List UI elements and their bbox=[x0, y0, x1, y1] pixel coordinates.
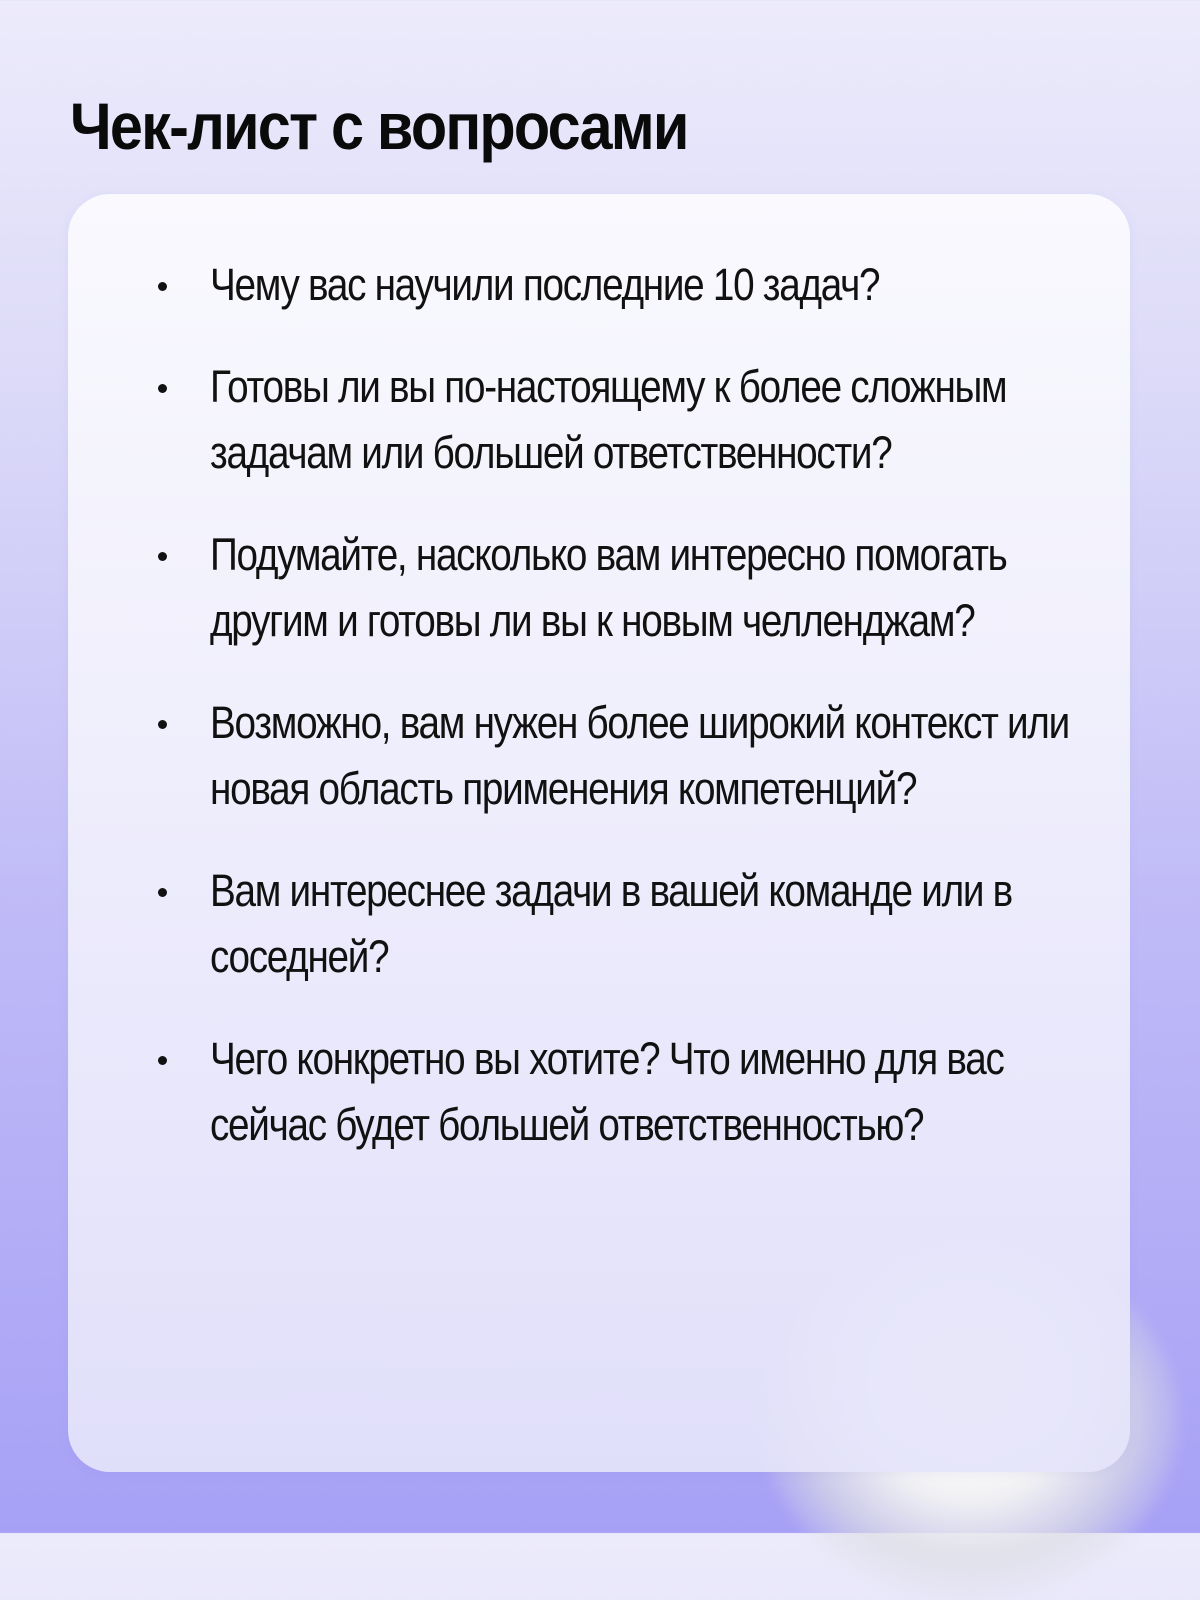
list-item-text: Подумайте, насколько вам интересно помогать другим и готовы ли вы к новым челленджам? bbox=[210, 529, 1007, 646]
list-item bbox=[158, 858, 1078, 990]
checklist-card bbox=[68, 194, 1130, 1472]
checklist bbox=[158, 252, 1078, 1194]
page-title: Чек-лист с вопросами bbox=[70, 89, 688, 163]
bullet-icon bbox=[158, 282, 167, 291]
bullet-icon bbox=[158, 888, 167, 897]
list-item-text: Чего конкретно вы хотите? Что именно для вас сейчас будет большей ответственностью? bbox=[210, 1033, 1004, 1150]
list-item-text: Готовы ли вы по-настоящему к более сложным задачам или большей ответственности? bbox=[210, 361, 1007, 478]
list-item-text: Вам интереснее задачи в вашей команде или в соседней? bbox=[210, 865, 1012, 982]
list-item-text: Чему вас научили последние 10 задач? bbox=[210, 259, 880, 310]
list-item bbox=[158, 252, 1078, 318]
list-item bbox=[158, 690, 1078, 822]
bullet-icon bbox=[158, 552, 167, 561]
bullet-icon bbox=[158, 720, 167, 729]
bullet-icon bbox=[158, 384, 167, 393]
list-item-text: Возможно, вам нужен более широкий контекст или новая область применения компетенций? bbox=[210, 697, 1069, 814]
list-item bbox=[158, 354, 1078, 486]
list-item bbox=[158, 522, 1078, 654]
bullet-icon bbox=[158, 1056, 167, 1065]
list-item bbox=[158, 1026, 1078, 1158]
